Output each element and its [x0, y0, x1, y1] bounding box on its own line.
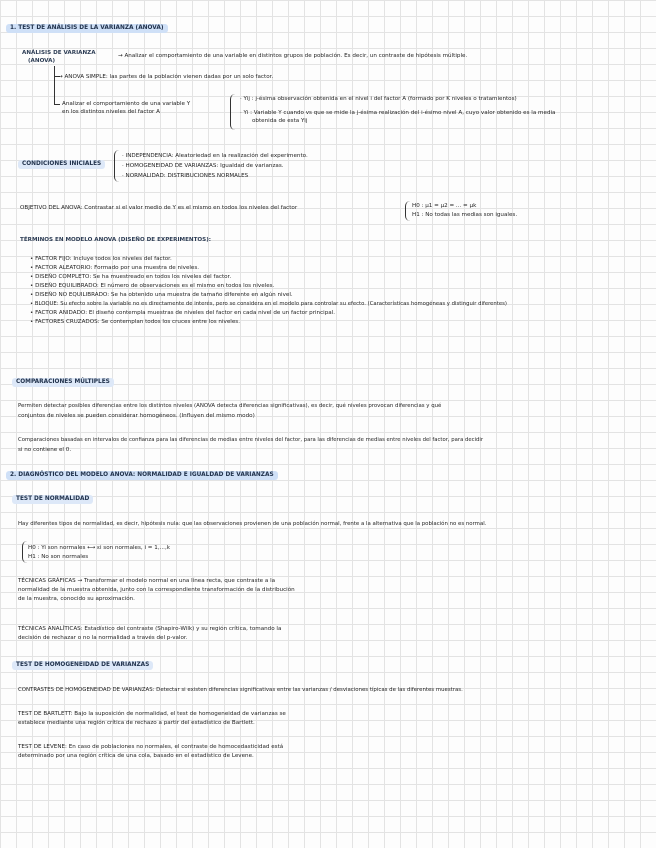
yij-definition: · Yij : j-ésima observación obtenida en el nivel i del factor A (formado por K niveles o tratamientos): [240, 96, 517, 102]
multiple-p1-line1: Permiten detectar posibles diferencias entre los distintos niveles (ANOVA detecta diferencias significativas), es decir, qué niveles provocan diferencias y qué: [18, 403, 442, 409]
normality-intro: Hay diferentes tipos de normalidad, es decir, hipótesis nula: que las observaciones provienen de una población normal, frente a la alternativa que la población no es normal.: [18, 521, 487, 527]
term-item: • BLOQUE: Su efecto sobre la variable no es directamente de interés, pero se considera en el modelo para controlar su efecto. (Características homogéneas y distinguir diferentes): [30, 300, 507, 308]
normality-h0: H0 : Yi son normales ⟷ εi son normales, i = 1,...,k: [28, 545, 170, 551]
anova-abbrev: (ANOVA): [28, 58, 56, 64]
bartlett-line1: TEST DE BARTLETT: Bajo la suposición de normalidad, el test de homogeneidad de varianzas se: [18, 711, 286, 717]
condition-homogeneity: · HOMOGENEIDAD DE VARIANZAS: Igualdad de varianzas.: [122, 163, 284, 169]
bartlett-line2: establece mediante una región crítica de rechazo a partir del estadístico de Bartlett.: [18, 720, 255, 726]
terms-title: TÉRMINOS EN MODELO ANOVA (DISEÑO DE EXPERIMENTOS):: [20, 237, 211, 243]
anova-objective: OBJETIVO DEL ANOVA: Contrastar si el valor medio de Y es el mismo en todos los niveles del factor: [20, 205, 298, 211]
analytic-techniques-line1: TÉCNICAS ANALÍTICAS: Estadístico del contraste (Shapiro-Wilk) y su región crítica, tomando la: [18, 626, 282, 632]
analyze-line1: Analizar el comportamiento de una variable Y: [62, 101, 191, 107]
term-item: • DISEÑO COMPLETO: Se ha muestreado en todos los niveles del factor.: [30, 273, 231, 281]
term-item: • FACTOR ALEATORIO: Formado por una muestra de niveles.: [30, 264, 199, 272]
brace: [405, 201, 410, 221]
term-item: • DISEÑO NO EQUILIBRADO: Se ha obtenido una muestra de tamaño diferente en algún nivel.: [30, 291, 293, 299]
brace: [114, 150, 119, 182]
conditions-label: CONDICIONES INICIALES: [18, 160, 105, 169]
homogeneity-title: TEST DE HOMOGENEIDAD DE VARIANZAS: [12, 661, 153, 670]
term-item: • FACTOR FIJO: Incluye todos los niveles del factor.: [30, 255, 172, 263]
term-item: • FACTORES CRUZADOS: Se contemplan todos los cruces entre los niveles.: [30, 318, 240, 326]
tree-connector: [54, 66, 55, 104]
levene-line1: TEST DE LEVENE: En caso de poblaciones no normales, el contraste de homocedasticidad está: [18, 744, 284, 750]
multiple-p2-line2: si no contiene el 0.: [18, 447, 72, 453]
yi-definition-line2: obtenida de esta Yij: [252, 118, 308, 124]
normality-title: TEST DE NORMALIDAD: [12, 495, 93, 504]
section2-title: 2. DIAGNÓSTICO DEL MODELO ANOVA: NORMALIDAD E IGUALDAD DE VARIANZAS: [6, 471, 278, 480]
graphic-techniques-line3: de la muestra, conocido su aproximación.: [18, 596, 135, 602]
objective-h1: H1 : No todas las medias son iguales.: [412, 212, 518, 218]
homogeneity-contrasts: CONTRASTES DE HOMOGENEIDAD DE VARIANZAS: Detectar si existen diferencias significativas entre las varianzas / desviaciones típicas de las diferentes muestras.: [18, 687, 463, 693]
levene-line2: determinado por una región crítica de una cola, basado en el estadístico de Levene.: [18, 753, 254, 759]
analyze-line2: en los distintos niveles del factor A: [62, 109, 160, 115]
brace: [230, 94, 235, 130]
term-item: • FACTOR ANIDADO: El diseño contempla muestras de niveles del factor en cada nivel de un factor principal.: [30, 309, 335, 317]
graphic-techniques-line1: TÉCNICAS GRÁFICAS → Transformar el modelo normal en una línea recta, que contraste a la: [18, 578, 276, 584]
objective-h0: H0 : μ1 = μ2 = ... = μk: [412, 203, 477, 209]
anova-label: ANÁLISIS DE VARIANZA: [22, 50, 96, 56]
anova-definition: → Analizar el comportamiento de una variable en distintos grupos de población. Es decir, un contraste de hipótesis múltiple.: [118, 53, 468, 59]
condition-normality: · NORMALIDAD: DISTRIBUCIONES NORMALES: [122, 173, 249, 179]
anova-simple: → ANOVA SIMPLE: las partes de la población vienen dadas por un solo factor.: [58, 74, 274, 80]
analytic-techniques-line2: decisión de rechazar o no la normalidad a través del p-valor.: [18, 635, 188, 641]
multiple-title: COMPARACIONES MÚLTIPLES: [12, 378, 114, 387]
normality-h1: H1 : No son normales: [28, 554, 89, 560]
brace: [22, 541, 27, 563]
condition-independence: · INDEPENDENCIA: Aleatoriedad en la realización del experimento.: [122, 153, 308, 159]
multiple-p2-line1: Comparaciones basadas en intervalos de confianza para las diferencias de medias entre niveles del factor, para las diferencias de medias entre niveles del factor, para decidir: [18, 437, 484, 443]
graphic-techniques-line2: normalidad de la muestra obtenida, junto con la correspondiente transformación de la distribución: [18, 587, 295, 593]
term-item: • DISEÑO EQUILIBRADO: El número de observaciones es el mismo en todos los niveles.: [30, 282, 274, 290]
yi-definition-line1: · Yi : Variable Y cuando vs que se mide la j-ésima realización del i-ésimo nivel A, cuyo valor obtenido es la media: [240, 110, 556, 116]
multiple-p1-line2: conjuntos de niveles se pueden considerar homogéneos. (Influyen del mismo modo): [18, 413, 255, 419]
tree-branch: [54, 104, 60, 105]
section1-title: 1. TEST DE ANÁLISIS DE LA VARIANZA (ANOVA): [6, 24, 168, 33]
